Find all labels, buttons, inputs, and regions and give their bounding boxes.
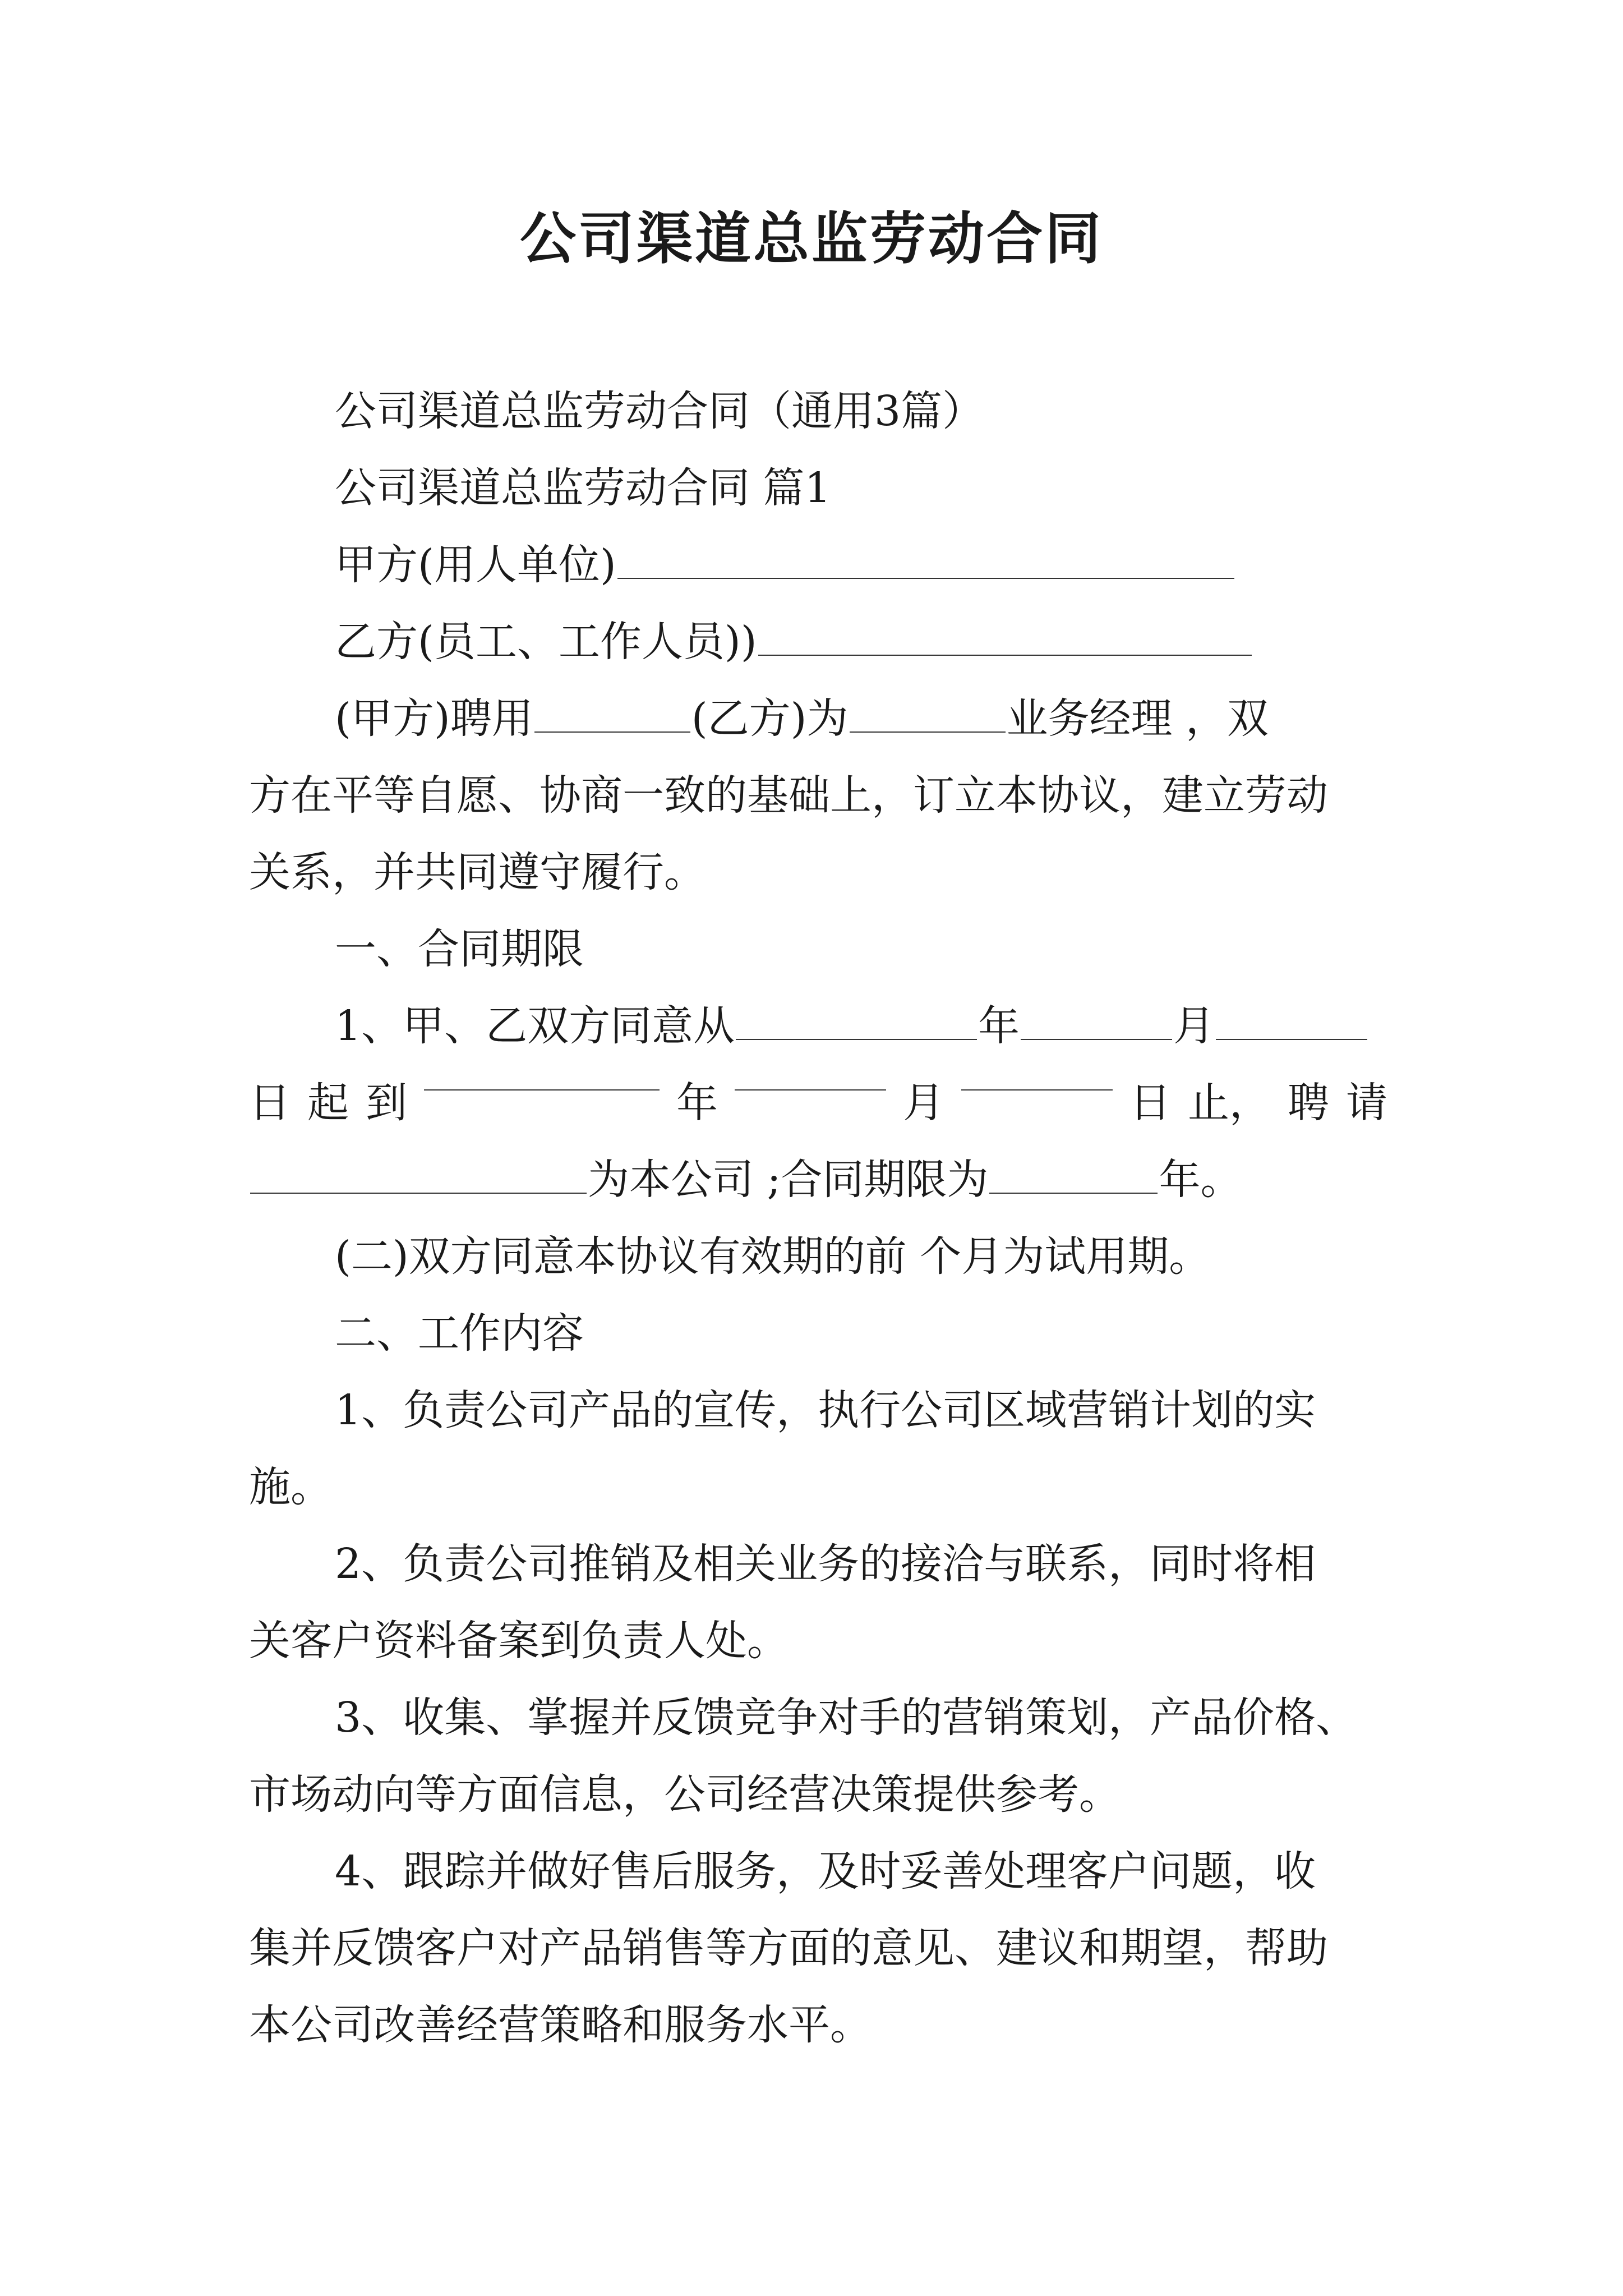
text-segment: 月 [903, 1079, 944, 1127]
text-segment: (甲方)聘用 [335, 694, 533, 743]
paragraph-line: 3、收集、掌握并反馈竞争对手的营销策划，产品价格、 [335, 1694, 1358, 1742]
party-a-blank [617, 553, 1234, 579]
text-segment: 为本公司 ;合同期限为 [588, 1156, 989, 1204]
section-heading: 一、合同期限 [335, 925, 584, 973]
fill-blank [736, 1014, 977, 1040]
paragraph-line: 2、负责公司推销及相关业务的接洽与联系，同时将相 [335, 1540, 1316, 1588]
fill-blank [424, 1065, 660, 1091]
paragraph-line: (二)双方同意本协议有效期的前 个月为试用期。 [335, 1232, 1211, 1281]
paragraph-line [249, 1142, 1387, 1218]
paragraph-line [249, 1065, 1387, 1142]
paragraph-line: 4、跟踪并做好售后服务，及时妥善处理客户问题，收 [335, 1847, 1316, 1895]
text-segment: 聘 [1288, 1079, 1329, 1127]
document-body [249, 373, 1387, 2064]
party-b-line [249, 604, 1387, 680]
text-segment: 请 [1346, 1079, 1387, 1127]
paragraph-line: 公司渠道总监劳动合同（通用3篇） [335, 387, 984, 435]
paragraph-line: 关系，并共同遵守履行。 [249, 848, 706, 896]
fill-blank [1216, 1014, 1367, 1040]
paragraph-line: 市场动向等方面信息，公司经营决策提供参考。 [249, 1770, 1121, 1819]
fill-blank [250, 1168, 587, 1194]
paragraph-line: 公司渠道总监劳动合同 篇1 [335, 464, 831, 512]
fill-blank [735, 1065, 886, 1091]
paragraph-line: 方在平等自愿、协商一致的基础上，订立本协议，建立劳动 [249, 771, 1328, 820]
text-segment: 到 [366, 1079, 407, 1127]
fill-blank [961, 1065, 1113, 1091]
text-segment: 1、甲、乙双方同意从 [335, 1002, 735, 1050]
paragraph-line: 1、负责公司产品的宣传，执行公司区域营销计划的实 [335, 1386, 1316, 1434]
text-segment: (乙方)为 [691, 694, 849, 743]
text-segment: 年 [676, 1079, 718, 1127]
party-a-label: 甲方(用人单位) [335, 541, 616, 589]
fill-blank [850, 707, 1006, 733]
text-segment: 年 [978, 1002, 1020, 1050]
fill-blank [534, 707, 690, 733]
party-b-blank [758, 630, 1252, 656]
paragraph-line: 施。 [249, 1463, 332, 1511]
text-segment: 止， [1188, 1079, 1271, 1127]
document-title: 公司渠道总监劳动合同 [520, 205, 1103, 272]
paragraph-line: 关客户资料备案到负责人处。 [249, 1617, 789, 1665]
paragraph-line: 本公司改善经营策略和服务水平。 [249, 2001, 872, 2049]
text-segment: 起 [307, 1079, 349, 1127]
text-segment: 年。 [1159, 1156, 1242, 1204]
party-b-label: 乙方(员工、工作人员)) [335, 618, 757, 666]
section-heading: 二、工作内容 [335, 1309, 584, 1358]
fill-blank [989, 1168, 1158, 1194]
fill-blank [1021, 1014, 1172, 1040]
paragraph-line [249, 680, 1387, 757]
text-segment: 月 [1173, 1002, 1215, 1050]
party-a-line [249, 527, 1387, 604]
text-segment: 日 [249, 1079, 291, 1127]
paragraph-line: 集并反馈客户对产品销售等方面的意见、建议和期望，帮助 [249, 1924, 1328, 1972]
paragraph-line [249, 988, 1387, 1065]
text-segment: 日 [1129, 1079, 1171, 1127]
text-segment: 业务经理 ，双 [1006, 694, 1269, 743]
